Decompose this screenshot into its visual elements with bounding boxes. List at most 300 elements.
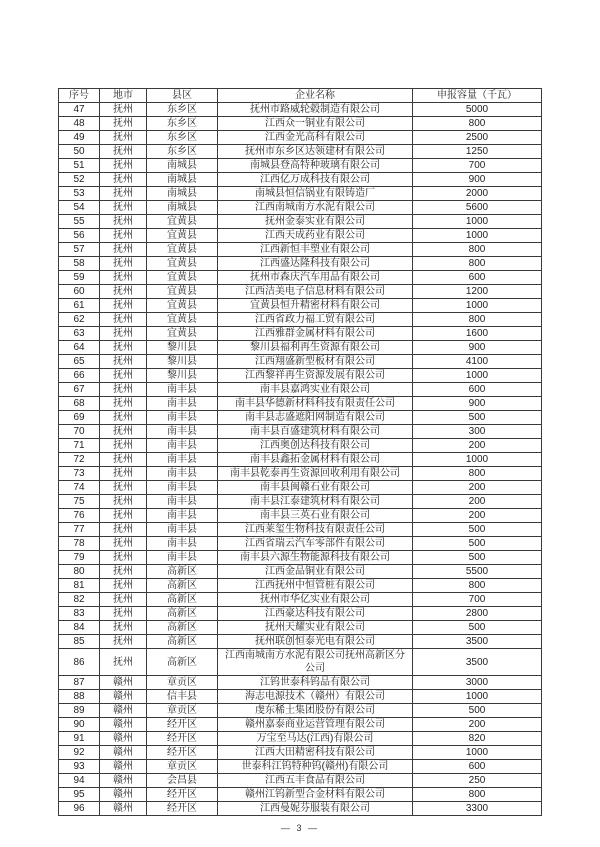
table-row <box>59 369 542 383</box>
county-cell: 宜黄县 <box>147 285 218 299</box>
city-cell: 赣州 <box>100 760 147 774</box>
serial-number-cell: 69 <box>59 411 100 425</box>
serial-number-cell: 93 <box>59 760 100 774</box>
city-cell: 抚州 <box>100 313 147 327</box>
city-cell: 抚州 <box>100 579 147 593</box>
company-name-cell: 南丰县百盛建筑材料有限公司 <box>218 425 413 439</box>
county-cell: 南丰县 <box>147 467 218 481</box>
city-cell: 抚州 <box>100 621 147 635</box>
table-row <box>59 746 542 760</box>
company-name-cell: 南丰县鑫拓金属材料有限公司 <box>218 453 413 467</box>
company-name-cell: 抚州市东乡区达领建材有限公司 <box>218 145 413 159</box>
company-name-cell: 南丰县闽赣石业有限公司 <box>218 481 413 495</box>
capacity-cell: 200 <box>413 439 542 453</box>
serial-number-cell: 47 <box>59 103 100 117</box>
serial-number-cell: 75 <box>59 495 100 509</box>
capacity-cell: 2800 <box>413 607 542 621</box>
company-name-cell: 南丰县三英石业有限公司 <box>218 509 413 523</box>
company-name-cell: 江西金品铜业有限公司 <box>218 565 413 579</box>
capacity-cell: 800 <box>413 579 542 593</box>
city-cell: 抚州 <box>100 327 147 341</box>
serial-number-cell: 51 <box>59 159 100 173</box>
company-name-cell: 万宝至马达(江西)有限公司 <box>218 732 413 746</box>
city-cell: 赣州 <box>100 746 147 760</box>
serial-number-cell: 74 <box>59 481 100 495</box>
company-name-cell: 海志电源技术（赣州）有限公司 <box>218 690 413 704</box>
table-row <box>59 579 542 593</box>
county-cell: 南丰县 <box>147 523 218 537</box>
capacity-cell: 800 <box>413 243 542 257</box>
serial-number-cell: 96 <box>59 802 100 816</box>
county-cell: 高新区 <box>147 649 218 676</box>
serial-number-cell: 73 <box>59 467 100 481</box>
capacity-cell: 5600 <box>413 201 542 215</box>
company-name-cell: 抚州市路威轮毂制造有限公司 <box>218 103 413 117</box>
company-name-cell: 宜黄县恒升精密材料有限公司 <box>218 299 413 313</box>
capacity-cell: 600 <box>413 271 542 285</box>
table-row <box>59 565 542 579</box>
capacity-cell: 500 <box>413 537 542 551</box>
serial-number-cell: 50 <box>59 145 100 159</box>
serial-number-cell: 66 <box>59 369 100 383</box>
table-row <box>59 299 542 313</box>
city-cell: 抚州 <box>100 355 147 369</box>
city-cell: 抚州 <box>100 159 147 173</box>
city-cell: 抚州 <box>100 215 147 229</box>
company-name-cell: 南丰县六源生物能源科技有限公司 <box>218 551 413 565</box>
county-cell: 经开区 <box>147 732 218 746</box>
capacity-cell: 600 <box>413 760 542 774</box>
serial-number-cell: 86 <box>59 649 100 676</box>
serial-number-cell: 60 <box>59 285 100 299</box>
table-row <box>59 774 542 788</box>
serial-number-cell: 56 <box>59 229 100 243</box>
table-row <box>59 313 542 327</box>
capacity-cell: 800 <box>413 117 542 131</box>
capacity-cell: 250 <box>413 774 542 788</box>
county-cell: 东乡区 <box>147 103 218 117</box>
capacity-cell: 1200 <box>413 285 542 299</box>
serial-number-cell: 65 <box>59 355 100 369</box>
company-name-cell: 江西亿万成科技有限公司 <box>218 173 413 187</box>
city-cell: 赣州 <box>100 802 147 816</box>
serial-number-cell: 72 <box>59 453 100 467</box>
capacity-cell: 5500 <box>413 565 542 579</box>
capacity-cell: 500 <box>413 551 542 565</box>
serial-number-cell: 70 <box>59 425 100 439</box>
company-name-cell: 黎川县福利再生资源有限公司 <box>218 341 413 355</box>
city-cell: 赣州 <box>100 718 147 732</box>
company-name-cell: 江西南城南方水泥有限公司 <box>218 201 413 215</box>
table-row <box>59 607 542 621</box>
serial-number-cell: 49 <box>59 131 100 145</box>
city-cell: 抚州 <box>100 593 147 607</box>
city-cell: 抚州 <box>100 467 147 481</box>
city-cell: 抚州 <box>100 201 147 215</box>
table-row <box>59 621 542 635</box>
serial-number-cell: 64 <box>59 341 100 355</box>
county-cell: 高新区 <box>147 635 218 649</box>
city-cell: 抚州 <box>100 271 147 285</box>
city-cell: 抚州 <box>100 495 147 509</box>
company-name-cell: 江西曼妮芬服装有限公司 <box>218 802 413 816</box>
serial-number-cell: 90 <box>59 718 100 732</box>
serial-number-cell: 61 <box>59 299 100 313</box>
table-row <box>59 131 542 145</box>
company-name-cell: 南城县恒信锅业有限铸造厂 <box>218 187 413 201</box>
capacity-cell: 820 <box>413 732 542 746</box>
capacity-cell: 800 <box>413 257 542 271</box>
table-row <box>59 467 542 481</box>
company-name-cell: 南丰县乾泰再生资源回收利用有限公司 <box>218 467 413 481</box>
header-city: 地市 <box>100 89 147 103</box>
table-row <box>59 187 542 201</box>
serial-number-cell: 76 <box>59 509 100 523</box>
city-cell: 抚州 <box>100 453 147 467</box>
city-cell: 抚州 <box>100 131 147 145</box>
capacity-cell: 1000 <box>413 453 542 467</box>
serial-number-cell: 83 <box>59 607 100 621</box>
city-cell: 抚州 <box>100 481 147 495</box>
table-row <box>59 690 542 704</box>
table-row <box>59 453 542 467</box>
county-cell: 南丰县 <box>147 397 218 411</box>
county-cell: 宜黄县 <box>147 215 218 229</box>
page-number: — 3 — <box>280 823 319 833</box>
county-cell: 宜黄县 <box>147 257 218 271</box>
company-name-cell: 江西抚州中恒管桩有限公司 <box>218 579 413 593</box>
county-cell: 南丰县 <box>147 495 218 509</box>
city-cell: 抚州 <box>100 523 147 537</box>
city-cell: 抚州 <box>100 509 147 523</box>
city-cell: 抚州 <box>100 103 147 117</box>
capacity-cell: 500 <box>413 704 542 718</box>
city-cell: 抚州 <box>100 635 147 649</box>
serial-number-cell: 85 <box>59 635 100 649</box>
county-cell: 黎川县 <box>147 369 218 383</box>
table-row <box>59 509 542 523</box>
city-cell: 抚州 <box>100 117 147 131</box>
serial-number-cell: 89 <box>59 704 100 718</box>
county-cell: 南丰县 <box>147 425 218 439</box>
company-name-cell: 江西洁美电子信息材料有限公司 <box>218 285 413 299</box>
capacity-cell: 1000 <box>413 690 542 704</box>
company-name-cell: 江西天成药业有限公司 <box>218 229 413 243</box>
serial-number-cell: 62 <box>59 313 100 327</box>
county-cell: 高新区 <box>147 565 218 579</box>
table-row <box>59 760 542 774</box>
table-row <box>59 718 542 732</box>
company-name-cell: 江钨世泰科钨品有限公司 <box>218 676 413 690</box>
table-row <box>59 425 542 439</box>
table-header-row <box>59 89 542 103</box>
county-cell: 经开区 <box>147 718 218 732</box>
capacity-cell: 900 <box>413 397 542 411</box>
table-row <box>59 215 542 229</box>
county-cell: 南丰县 <box>147 481 218 495</box>
county-cell: 东乡区 <box>147 131 218 145</box>
capacity-cell: 3500 <box>413 649 542 676</box>
company-name-cell: 南城县登高特种玻璃有限公司 <box>218 159 413 173</box>
serial-number-cell: 58 <box>59 257 100 271</box>
city-cell: 抚州 <box>100 565 147 579</box>
county-cell: 南丰县 <box>147 383 218 397</box>
table-row <box>59 704 542 718</box>
table-row <box>59 355 542 369</box>
city-cell: 抚州 <box>100 229 147 243</box>
city-cell: 抚州 <box>100 397 147 411</box>
capacity-cell: 1250 <box>413 145 542 159</box>
table-row <box>59 649 542 676</box>
table-row <box>59 383 542 397</box>
county-cell: 信丰县 <box>147 690 218 704</box>
capacity-cell: 2000 <box>413 187 542 201</box>
capacity-cell: 600 <box>413 383 542 397</box>
capacity-cell: 1000 <box>413 229 542 243</box>
capacity-cell: 3300 <box>413 802 542 816</box>
serial-number-cell: 87 <box>59 676 100 690</box>
table-row <box>59 271 542 285</box>
city-cell: 抚州 <box>100 243 147 257</box>
company-name-cell: 南丰县江泰建筑材料有限公司 <box>218 495 413 509</box>
county-cell: 高新区 <box>147 593 218 607</box>
table-body <box>59 103 542 816</box>
serial-number-cell: 48 <box>59 117 100 131</box>
table-row <box>59 173 542 187</box>
county-cell: 章贡区 <box>147 676 218 690</box>
county-cell: 南丰县 <box>147 411 218 425</box>
city-cell: 抚州 <box>100 285 147 299</box>
table-row <box>59 397 542 411</box>
serial-number-cell: 63 <box>59 327 100 341</box>
company-name-cell: 赣州嘉泰商业运营管理有限公司 <box>218 718 413 732</box>
header-county: 县区 <box>147 89 218 103</box>
city-cell: 抚州 <box>100 341 147 355</box>
county-cell: 经开区 <box>147 788 218 802</box>
serial-number-cell: 91 <box>59 732 100 746</box>
company-name-cell: 江西南城南方水泥有限公司抚州高新区分公司 <box>218 649 413 676</box>
county-cell: 南城县 <box>147 201 218 215</box>
capacity-cell: 200 <box>413 481 542 495</box>
capacity-cell: 300 <box>413 425 542 439</box>
company-name-cell: 虔东稀土集团股份有限公司 <box>218 704 413 718</box>
capacity-cell: 800 <box>413 467 542 481</box>
county-cell: 南城县 <box>147 187 218 201</box>
capacity-cell: 900 <box>413 341 542 355</box>
city-cell: 抚州 <box>100 187 147 201</box>
table-row <box>59 159 542 173</box>
table-row <box>59 229 542 243</box>
serial-number-cell: 52 <box>59 173 100 187</box>
company-name-cell: 抚州联创恒泰光电有限公司 <box>218 635 413 649</box>
capacity-cell: 3000 <box>413 676 542 690</box>
company-name-cell: 江西雅群金属材料有限公司 <box>218 327 413 341</box>
city-cell: 抚州 <box>100 173 147 187</box>
serial-number-cell: 88 <box>59 690 100 704</box>
company-name-cell: 南丰县华德新材料科技有限责任公司 <box>218 397 413 411</box>
serial-number-cell: 59 <box>59 271 100 285</box>
serial-number-cell: 55 <box>59 215 100 229</box>
city-cell: 赣州 <box>100 732 147 746</box>
company-name-cell: 江西新恒丰塑业有限公司 <box>218 243 413 257</box>
serial-number-cell: 92 <box>59 746 100 760</box>
city-cell: 抚州 <box>100 411 147 425</box>
serial-number-cell: 77 <box>59 523 100 537</box>
company-name-cell: 江西大田精密科技有限公司 <box>218 746 413 760</box>
county-cell: 南丰县 <box>147 439 218 453</box>
county-cell: 经开区 <box>147 802 218 816</box>
serial-number-cell: 54 <box>59 201 100 215</box>
company-name-cell: 江西众一铜业有限公司 <box>218 117 413 131</box>
header-declared-capacity: 申报容量（千瓦） <box>413 89 542 103</box>
county-cell: 南丰县 <box>147 537 218 551</box>
city-cell: 赣州 <box>100 704 147 718</box>
city-cell: 抚州 <box>100 383 147 397</box>
city-cell: 赣州 <box>100 774 147 788</box>
county-cell: 东乡区 <box>147 145 218 159</box>
capacity-cell: 5000 <box>413 103 542 117</box>
city-cell: 赣州 <box>100 788 147 802</box>
capacity-cell: 1600 <box>413 327 542 341</box>
county-cell: 宜黄县 <box>147 243 218 257</box>
company-name-cell: 江西莱玺生物科技有限责任公司 <box>218 523 413 537</box>
city-cell: 抚州 <box>100 649 147 676</box>
city-cell: 抚州 <box>100 537 147 551</box>
table-row <box>59 551 542 565</box>
company-name-cell: 抚州市华亿实业有限公司 <box>218 593 413 607</box>
company-name-cell: 南丰县志盛遮阳网制造有限公司 <box>218 411 413 425</box>
county-cell: 经开区 <box>147 746 218 760</box>
capacity-cell: 2500 <box>413 131 542 145</box>
table-row <box>59 537 542 551</box>
serial-number-cell: 71 <box>59 439 100 453</box>
county-cell: 高新区 <box>147 621 218 635</box>
company-name-cell: 南丰县嘉鸿实业有限公司 <box>218 383 413 397</box>
serial-number-cell: 94 <box>59 774 100 788</box>
county-cell: 章贡区 <box>147 704 218 718</box>
serial-number-cell: 81 <box>59 579 100 593</box>
table-row <box>59 243 542 257</box>
serial-number-cell: 67 <box>59 383 100 397</box>
company-name-cell: 江西金光高科有限公司 <box>218 131 413 145</box>
company-name-cell: 抚州市森庆汽车用品有限公司 <box>218 271 413 285</box>
county-cell: 宜黄县 <box>147 229 218 243</box>
table-row <box>59 201 542 215</box>
company-name-cell: 抚州金泰实业有限公司 <box>218 215 413 229</box>
county-cell: 南丰县 <box>147 509 218 523</box>
capacity-cell: 500 <box>413 411 542 425</box>
table-row <box>59 341 542 355</box>
capacity-cell: 500 <box>413 523 542 537</box>
county-cell: 南城县 <box>147 159 218 173</box>
table-row <box>59 103 542 117</box>
county-cell: 高新区 <box>147 607 218 621</box>
city-cell: 抚州 <box>100 299 147 313</box>
serial-number-cell: 80 <box>59 565 100 579</box>
header-company-name: 企业名称 <box>218 89 413 103</box>
table-row <box>59 257 542 271</box>
capacity-cell: 1000 <box>413 369 542 383</box>
serial-number-cell: 68 <box>59 397 100 411</box>
capacity-cell: 800 <box>413 788 542 802</box>
capacity-cell: 800 <box>413 313 542 327</box>
table-row <box>59 411 542 425</box>
capacity-cell: 3500 <box>413 635 542 649</box>
company-name-cell: 抚州天耀实业有限公司 <box>218 621 413 635</box>
city-cell: 赣州 <box>100 676 147 690</box>
county-cell: 宜黄县 <box>147 327 218 341</box>
serial-number-cell: 95 <box>59 788 100 802</box>
serial-number-cell: 53 <box>59 187 100 201</box>
city-cell: 抚州 <box>100 369 147 383</box>
city-cell: 抚州 <box>100 607 147 621</box>
capacity-cell: 700 <box>413 593 542 607</box>
capacity-table <box>58 88 542 816</box>
table-row <box>59 523 542 537</box>
serial-number-cell: 84 <box>59 621 100 635</box>
county-cell: 宜黄县 <box>147 271 218 285</box>
company-name-cell: 江西省瑞云汽车零部件有限公司 <box>218 537 413 551</box>
company-name-cell: 江西黎祥再生资源发展有限公司 <box>218 369 413 383</box>
city-cell: 抚州 <box>100 425 147 439</box>
county-cell: 东乡区 <box>147 117 218 131</box>
table-row <box>59 117 542 131</box>
county-cell: 黎川县 <box>147 355 218 369</box>
city-cell: 抚州 <box>100 257 147 271</box>
capacity-cell: 1000 <box>413 299 542 313</box>
company-name-cell: 江西豪达科技有限公司 <box>218 607 413 621</box>
city-cell: 抚州 <box>100 145 147 159</box>
table-row <box>59 327 542 341</box>
table-row <box>59 439 542 453</box>
city-cell: 抚州 <box>100 551 147 565</box>
county-cell: 会昌县 <box>147 774 218 788</box>
capacity-cell: 1000 <box>413 215 542 229</box>
table-row <box>59 635 542 649</box>
table-row <box>59 285 542 299</box>
company-name-cell: 江西翔盛新型板材有限公司 <box>218 355 413 369</box>
serial-number-cell: 78 <box>59 537 100 551</box>
capacity-cell: 500 <box>413 621 542 635</box>
company-name-cell: 江西五丰食品有限公司 <box>218 774 413 788</box>
county-cell: 南丰县 <box>147 453 218 467</box>
table-row <box>59 593 542 607</box>
county-cell: 黎川县 <box>147 341 218 355</box>
company-name-cell: 江西盛达隆科技有限公司 <box>218 257 413 271</box>
city-cell: 抚州 <box>100 439 147 453</box>
company-name-cell: 世泰科江钨特种钨(赣州)有限公司 <box>218 760 413 774</box>
serial-number-cell: 57 <box>59 243 100 257</box>
county-cell: 南城县 <box>147 173 218 187</box>
capacity-cell: 200 <box>413 509 542 523</box>
table-row <box>59 732 542 746</box>
county-cell: 章贡区 <box>147 760 218 774</box>
company-name-cell: 赣州江钨新型合金材料有限公司 <box>218 788 413 802</box>
county-cell: 南丰县 <box>147 551 218 565</box>
table-row <box>59 788 542 802</box>
capacity-cell: 700 <box>413 159 542 173</box>
company-name-cell: 江西省政力福工贸有限公司 <box>218 313 413 327</box>
capacity-cell: 200 <box>413 495 542 509</box>
serial-number-cell: 79 <box>59 551 100 565</box>
table-row <box>59 802 542 816</box>
county-cell: 宜黄县 <box>147 299 218 313</box>
table-row <box>59 481 542 495</box>
company-name-cell: 江西奥创达科技有限公司 <box>218 439 413 453</box>
capacity-cell: 1000 <box>413 746 542 760</box>
city-cell: 赣州 <box>100 690 147 704</box>
county-cell: 宜黄县 <box>147 313 218 327</box>
